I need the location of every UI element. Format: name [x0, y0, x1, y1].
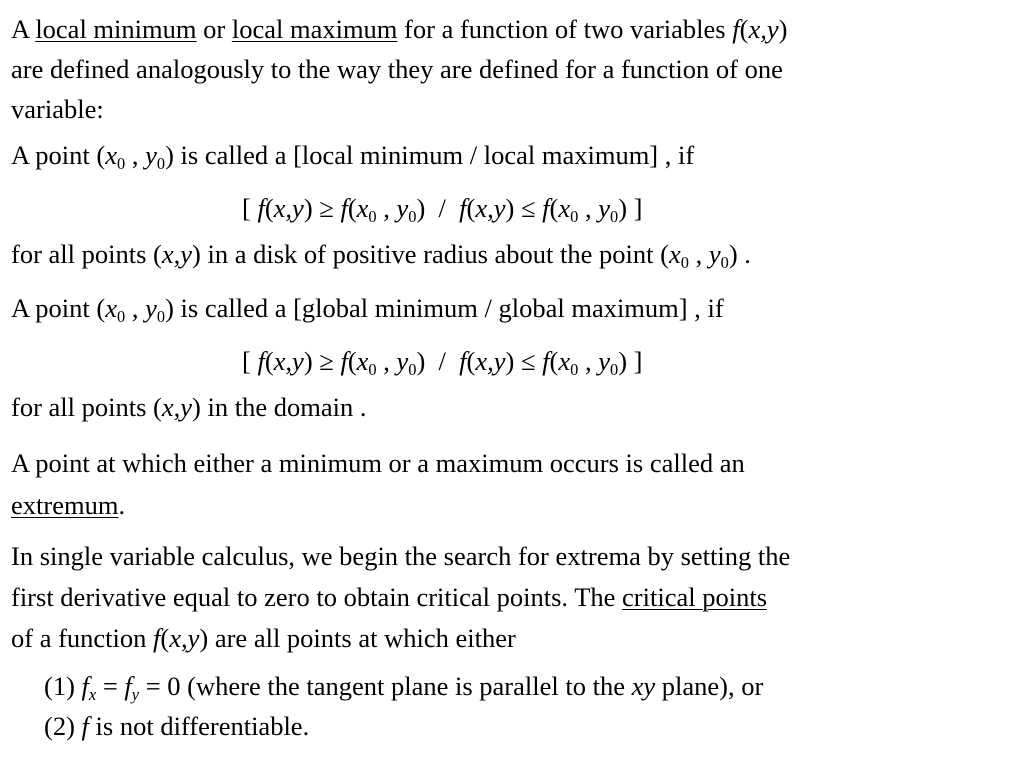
condition-text: for all points (	[11, 239, 162, 269]
global-inequality-formula: [ $f(x,y) \ge f(x_0$ , $y_0) / f(x,y) \le f(x_0$ , $y_0$) ]	[242, 346, 643, 380]
local-condition-line: for all points (x,y) in a disk of positive radius about the point ($x_0$ , $y_0$) .	[11, 239, 751, 273]
local-definition-line: A point ($x_0$ , $y_0$) is called a [local minimum / local maximum] , if	[11, 140, 695, 174]
slide	[11, 0, 1019, 768]
p4-line-2: extremum.	[11, 490, 126, 520]
list-number: (2)	[44, 711, 82, 741]
p1-line-2: are defined analogously to the way they are defined for a function of one	[11, 54, 783, 84]
p5-line-2	[11, 577, 767, 617]
p5-line-3: of a function f(x,y) are all points at which either	[11, 623, 516, 653]
p5-text: are all points at which either	[208, 623, 516, 653]
local-inequality-formula: [ $f(x,y) \ge f(x_0$ , $y_0) / f(x,y) \le f(x_0$ , $y_0$) ]	[242, 193, 643, 227]
condition-text: for all points (	[11, 392, 162, 422]
p4-line-1: A point at which either a minimum or a maximum occurs is called an	[11, 448, 745, 478]
list-item-1: (1) $f_x = f_y = 0$ (where the tangent plane is parallel to the xy plane), or	[44, 671, 764, 705]
global-condition-line: for all points (x,y) in the domain .	[11, 392, 367, 422]
term-local-maximum: local maximum	[231, 14, 398, 44]
list-item-2: (2) f is not differentiable.	[44, 711, 310, 741]
definition-text: ) is called a [global minimum / global maximum] , if	[165, 293, 724, 323]
global-definition-line: A point ($x_0$ , $y_0$) is called a [global minimum / global maximum] , if	[11, 293, 724, 327]
condition-text: ) in the domain .	[192, 392, 367, 422]
p1-line-3: variable:	[11, 94, 104, 124]
list-text: is not differentiable.	[88, 711, 310, 741]
p1-line-1: A local minimum or local maximum for a function of two variables f(x,y)	[11, 14, 788, 44]
list-text: plane), or	[655, 671, 764, 701]
term-local-minimum: local minimum	[35, 14, 197, 44]
p5-line-1: In single variable calculus, we begin the search for extrema by setting the	[11, 541, 791, 571]
list-text-italic: xy	[631, 671, 656, 701]
p5-text: of a function	[11, 623, 154, 653]
list-number: (1)	[44, 671, 82, 701]
p1-text: or	[196, 14, 232, 44]
definition-text: ) is called a [local minimum / local maximum] , if	[165, 140, 695, 170]
definition-text: A point (	[11, 293, 106, 323]
term-critical-points: critical points	[622, 582, 768, 612]
term-extremum: extremum	[11, 490, 119, 520]
p1-text: for a function of two variables	[397, 14, 733, 44]
p5-text: first derivative equal to zero to obtain critical points. The	[11, 582, 623, 612]
definition-text: A point (	[11, 140, 106, 170]
condition-text: ) in a disk of positive radius about the point (	[192, 239, 669, 269]
p1-text: A	[11, 14, 36, 44]
list-text: (where the tangent plane is parallel to the	[180, 671, 632, 701]
